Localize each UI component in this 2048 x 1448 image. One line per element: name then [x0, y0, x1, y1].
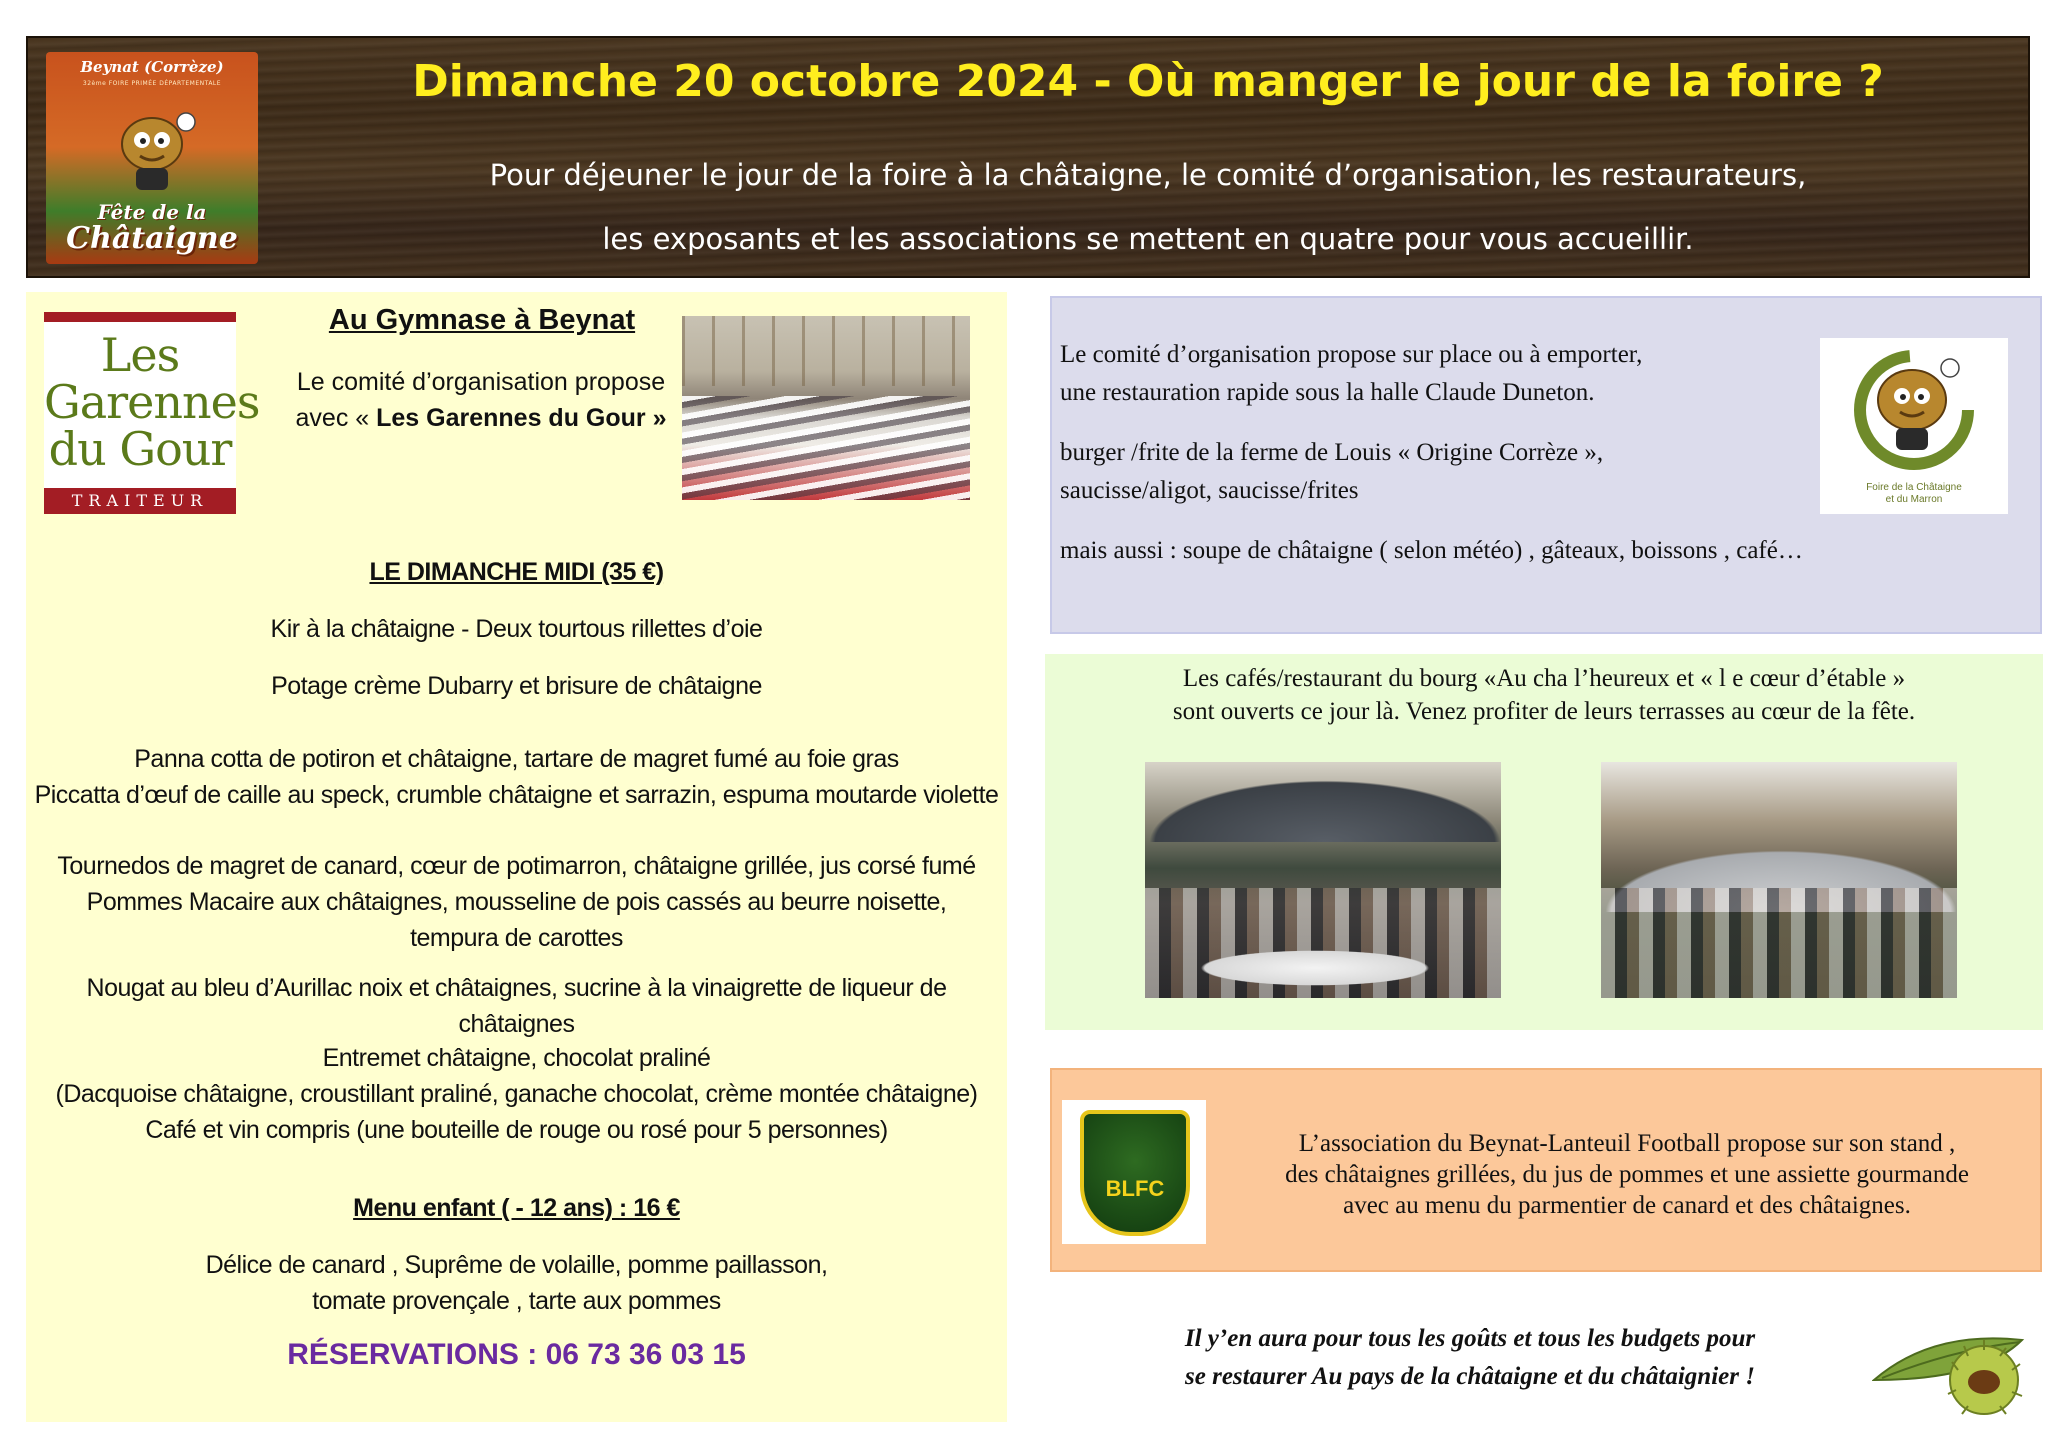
logo-word-fete: Fête de la: [97, 200, 207, 224]
comite-food: [1060, 434, 1603, 510]
cafes-line: sont ouverts ce jour là. Venez profiter de leurs terrasses au cœur de la fête.: [1172, 698, 1916, 725]
gymnase-title: Au Gymnase à Beynat: [328, 304, 636, 336]
garennes-logo-line: du Gour: [48, 422, 232, 476]
caption-line: Foire de la Châtaigne: [1866, 482, 1962, 493]
football-line: avec au menu du parmentier de canard et des châtaignes.: [1343, 1192, 1911, 1219]
comite-panel: [1050, 296, 2042, 634]
closing-line: se restaurer Au pays de la châtaigne et du châtaignier !: [1185, 1363, 1755, 1390]
propose-with: avec «: [295, 404, 377, 432]
photo-tables: [682, 396, 970, 500]
logo-subtitle: 32ème FOIRE PRIMÉE DÉPARTEMENTALE: [82, 80, 222, 87]
kids-menu-line: tomate provençale , tarte aux pommes: [312, 1287, 721, 1315]
logo-town-label: Beynat (Corrèze): [80, 58, 224, 76]
menu-line: (Dacquoise châtaigne, croustillant praliné, ganache chocolat, crème montée châtaigne): [55, 1080, 978, 1108]
kids-menu: [26, 1247, 1007, 1319]
menu-course-2: [26, 668, 1007, 704]
menu-course-5: [26, 970, 1007, 1042]
menu-course-4: [26, 848, 1007, 956]
traiteur-band: TRAITEUR: [44, 488, 236, 514]
menu-course-3: [26, 741, 1007, 813]
closing-message: [1050, 1320, 1890, 1396]
intro-line-2: les exposants et les associations se mettent en quatre pour vous accueillir.: [602, 222, 1694, 256]
comite-extras: [1060, 532, 1803, 570]
garennes-logo-text: [44, 328, 260, 476]
logo-word-chataigne: Châtaigne: [66, 221, 238, 256]
comite-line: Le comité d’organisation propose sur place ou à emporter,: [1060, 341, 1643, 368]
gymnase-panel: [26, 292, 1007, 1422]
comite-line: une restauration rapide sous la halle Claude Duneton.: [1060, 379, 1595, 406]
photo-tables: [1185, 948, 1445, 988]
photo-crowd: [1601, 888, 1957, 998]
gymnase-banquet-photo: [682, 316, 970, 500]
menu-line: Piccatta d’œuf de caille au speck, crumble châtaigne et sarrazin, espuma moutarde violette: [34, 781, 999, 809]
menu-line: Tournedos de magret de canard, cœur de potimarron, châtaigne grillée, jus corsé fumé: [57, 852, 976, 880]
comite-intro: [1060, 336, 1642, 412]
cafes-text: [1045, 662, 2043, 728]
header-banner: [26, 36, 2030, 278]
football-line: L’association du Beynat-Lanteuil Football propose sur son stand ,: [1298, 1130, 1956, 1157]
caption-line: et du Marron: [1885, 494, 1943, 505]
menu-line: Pommes Macaire aux châtaignes, mousseline de pois cassés au beurre noisette,: [86, 888, 947, 916]
comite-line: mais aussi : soupe de châtaigne ( selon météo) , gâteaux, boissons , café…: [1060, 537, 1803, 564]
garennes-logo-line: Les: [100, 328, 180, 382]
menu-line: Potage crème Dubarry et brisure de châtaigne: [271, 672, 762, 700]
cafes-panel: [1045, 654, 2043, 1030]
blfc-shield-icon: [1080, 1110, 1190, 1236]
gymnase-propose: [256, 364, 706, 436]
closing-line: Il y’en aura pour tous les goûts et tous les budgets pour: [1184, 1325, 1756, 1352]
photo-beams: [682, 316, 970, 386]
caterer-name: Les Garennes du Gour »: [376, 404, 667, 432]
menu-title-block: [26, 554, 1007, 590]
kids-menu-title-block: [26, 1190, 1007, 1226]
cafe-terrace-photo-2: [1601, 762, 1957, 998]
blfc-logo-text: BLFC: [1105, 1176, 1165, 1201]
menu-title: LE DIMANCHE MIDI (35 €): [369, 558, 664, 586]
chestnut-leaf-icon: [1872, 1310, 2034, 1420]
garennes-du-gour-logo: [44, 312, 260, 514]
page-title: Dimanche 20 octobre 2024 - Où manger le jour de la foire ?: [412, 56, 1884, 107]
fete-chataigne-logo: [46, 52, 258, 264]
chestnut-mascot-icon: [106, 104, 198, 196]
menu-line: Panna cotta de potiron et châtaigne, tartare de magret fumé au foie gras: [134, 745, 899, 773]
photo-umbrella: [1145, 772, 1501, 842]
menu-line: Kir à la châtaigne - Deux tourtous rillettes d’oie: [270, 615, 763, 643]
intro-line-1: Pour déjeuner le jour de la foire à la châtaigne, le comité d’organisation, les restaurateurs,: [489, 158, 1807, 192]
menu-line: Nougat au bleu d’Aurillac noix et châtaignes, sucrine à la vinaigrette de liqueur de châtaignes: [86, 974, 947, 1038]
foire-logo-caption: [1820, 482, 2008, 506]
menu-course-6: [26, 1040, 1007, 1148]
menu-line: tempura de carottes: [410, 924, 623, 952]
foire-chataigne-marron-logo: [1820, 338, 2008, 514]
football-text: [1212, 1128, 2042, 1221]
menu-course-1: [26, 611, 1007, 647]
propose-line: Le comité d’organisation propose: [296, 368, 666, 396]
comite-line: burger /frite de la ferme de Louis « Origine Corrèze »,: [1060, 439, 1604, 466]
chestnut-mascot-icon: [1820, 338, 2008, 478]
cafes-line: Les cafés/restaurant du bourg «Au cha l’heureux et « l e cœur d’étable »: [1182, 665, 1906, 692]
reservation-phone: RÉSERVATIONS : 06 73 36 03 15: [287, 1338, 746, 1371]
comite-line: saucisse/aligot, saucisse/frites: [1060, 477, 1359, 504]
blfc-logo: [1062, 1100, 1206, 1244]
kids-menu-line: Délice de canard , Suprême de volaille, pomme paillasson,: [205, 1251, 828, 1279]
kids-menu-title: Menu enfant ( - 12 ans) : 16 €: [353, 1194, 680, 1222]
menu-line: Café et vin compris (une bouteille de rouge ou rosé pour 5 personnes): [145, 1116, 888, 1144]
propose-with-line: [256, 400, 706, 436]
cafe-terrace-photo-1: [1145, 762, 1501, 998]
football-panel: [1050, 1068, 2042, 1272]
football-line: des châtaignes grillées, du jus de pommes et une assiette gourmande: [1285, 1161, 1969, 1188]
menu-line: Entremet châtaigne, chocolat praliné: [322, 1044, 711, 1072]
garennes-logo-line: Garennes: [44, 375, 260, 429]
